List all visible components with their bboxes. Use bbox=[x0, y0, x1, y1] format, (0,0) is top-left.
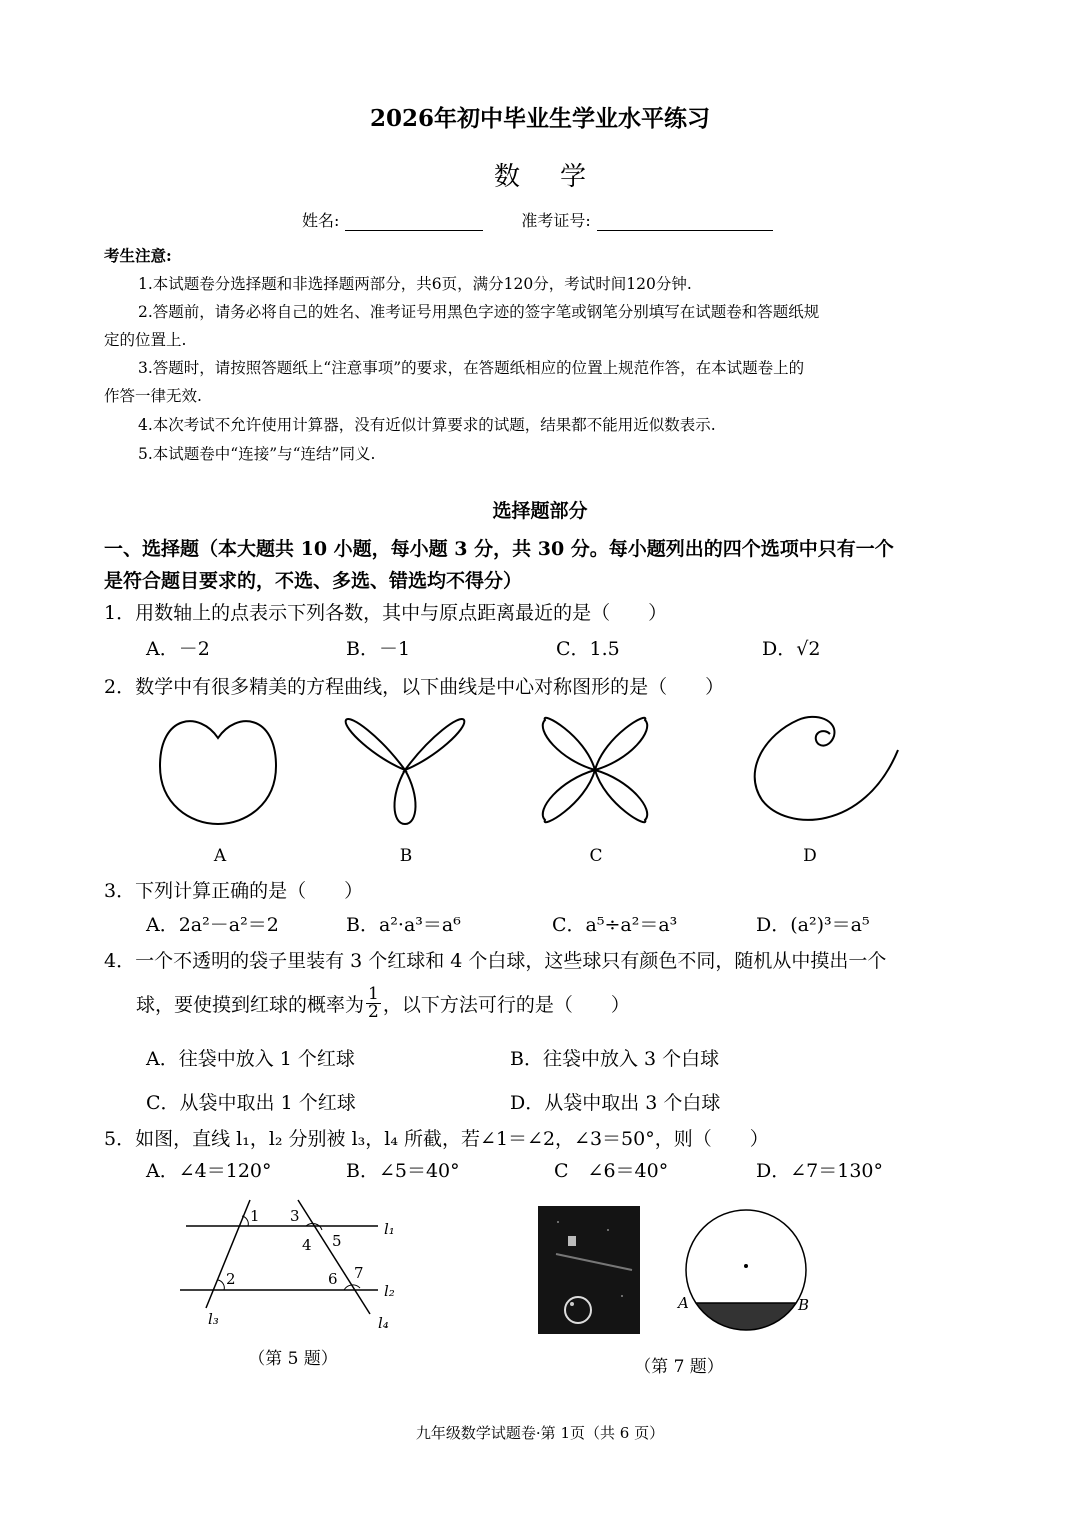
q4-option-d: D．从袋中取出 3 个白球 bbox=[510, 1092, 721, 1114]
name-blank[interactable] bbox=[345, 214, 483, 231]
q5-option-c: C ∠6＝40° bbox=[554, 1160, 669, 1182]
notice-line-1: 1.本试题卷分选择题和非选择题两部分，共6页，满分120分，考试时间120分钟. bbox=[138, 275, 692, 293]
line-l4 bbox=[298, 1200, 370, 1314]
q7-figure-caption: （第 7 题） bbox=[634, 1357, 724, 1377]
id-label: 准考证号: bbox=[521, 211, 591, 230]
angle-label-1: 1 bbox=[250, 1207, 260, 1225]
point-a-label: A bbox=[678, 1294, 689, 1312]
q1-option-d bbox=[762, 634, 820, 661]
candidate-fields bbox=[302, 208, 773, 231]
label-l1: l₁ bbox=[384, 1220, 395, 1238]
q1-option-d-prefix: D． bbox=[762, 638, 797, 660]
curve-c-four-leaf bbox=[543, 718, 647, 822]
q4-stem-part-2: ，以下方法可行的是（ ） bbox=[382, 994, 630, 1016]
label-l4: l₄ bbox=[378, 1314, 389, 1332]
curve-d-spiral bbox=[755, 717, 898, 820]
fraction-numerator: 1 bbox=[368, 984, 379, 1004]
angle-label-7: 7 bbox=[354, 1264, 364, 1282]
curve-a-cardioid bbox=[160, 721, 276, 824]
notice-line-2b: 定的位置上. bbox=[104, 331, 187, 349]
q4-probability-fraction bbox=[366, 986, 381, 1021]
q4-option-b: B．往袋中放入 3 个白球 bbox=[510, 1048, 720, 1070]
q1-stem: 1．用数轴上的点表示下列各数，其中与原点距离最近的是（ ） bbox=[104, 602, 668, 624]
q3-option-a: A．2a²－a²＝2 bbox=[146, 914, 279, 936]
q3-option-b: B．a²·a³＝a⁶ bbox=[346, 914, 461, 936]
q2-label-b: B bbox=[399, 846, 413, 866]
angle-label-4: 4 bbox=[302, 1236, 312, 1254]
notice-line-5: 5.本试题卷中“连接”与“连结”同义. bbox=[138, 445, 376, 463]
name-label: 姓名: bbox=[302, 211, 340, 230]
angle-label-6: 6 bbox=[328, 1270, 338, 1288]
notice-line-2a: 2.答题前，请务必将自己的姓名、准考证号用黑色字迹的签字笔或钢笔分别填写在试题卷和答题纸规 bbox=[138, 303, 820, 321]
q4-stem-line-2 bbox=[136, 986, 630, 1021]
q5-option-b: B．∠5＝40° bbox=[346, 1160, 460, 1182]
label-l2: l₂ bbox=[384, 1282, 395, 1300]
exam-title: 2026年初中毕业生学业水平练习 bbox=[369, 105, 710, 132]
q7-photo-art bbox=[538, 1206, 640, 1334]
q2-label-a: A bbox=[213, 846, 227, 866]
q4-option-c: C．从袋中取出 1 个红球 bbox=[146, 1092, 356, 1114]
q5-option-d: D．∠7＝130° bbox=[756, 1160, 884, 1182]
q3-option-c: C．a⁵÷a²＝a³ bbox=[552, 914, 678, 936]
id-blank[interactable] bbox=[597, 214, 773, 231]
q5-stem: 5．如图，直线 l₁，l₂ 分别被 l₃，l₄ 所截，若∠1＝∠2，∠3＝50°，则（ ） bbox=[104, 1128, 769, 1150]
q1-option-b: B．－1 bbox=[346, 638, 411, 660]
circle-center bbox=[744, 1264, 748, 1268]
angle-label-3: 3 bbox=[290, 1207, 300, 1225]
q5-figure bbox=[172, 1196, 412, 1336]
fraction-denominator: 2 bbox=[368, 1002, 379, 1022]
q1-option-d-root: √2 bbox=[796, 638, 821, 660]
q2-stem: 2．数学中有很多精美的方程曲线，以下曲线是中心对称图形的是（ ） bbox=[104, 676, 725, 698]
notice-line-3a: 3.答题时，请按照答题纸上“注意事项”的要求，在答题纸相应的位置上规范作答，在本试题卷上的 bbox=[138, 359, 805, 377]
point-b-label: B bbox=[798, 1296, 810, 1314]
label-l3: l₃ bbox=[208, 1310, 219, 1328]
q5-figure-caption: （第 5 题） bbox=[248, 1349, 338, 1369]
q5-option-a: A．∠4＝120° bbox=[146, 1160, 272, 1182]
subject-title: 数学 bbox=[493, 162, 626, 192]
part-one-line-2: 是符合题目要求的，不选、多选、错选均不得分） bbox=[104, 570, 523, 592]
angle-label-2: 2 bbox=[226, 1270, 236, 1288]
q1-option-c: C．1.5 bbox=[556, 638, 620, 660]
q4-option-a: A．往袋中放入 1 个红球 bbox=[146, 1048, 355, 1070]
q2-curves-figure bbox=[140, 706, 930, 836]
q2-label-d: D bbox=[803, 846, 817, 866]
q7-circle-figure bbox=[676, 1204, 826, 1338]
notice-line-4: 4.本次考试不允许使用计算器，没有近似计算要求的试题，结果都不能用近似数表示. bbox=[138, 416, 716, 434]
page-footer: 九年级数学试题卷·第 1页（共 6 页） bbox=[415, 1424, 665, 1442]
q1-option-a: A．－2 bbox=[146, 638, 210, 660]
q2-label-c: C bbox=[589, 846, 603, 866]
notice-line-3b: 作答一律无效. bbox=[104, 387, 202, 405]
section-heading: 选择题部分 bbox=[492, 500, 588, 522]
part-one-line-1: 一、选择题（本大题共 10 小题，每小题 3 分，共 30 分。每小题列出的四个选项中只有一个 bbox=[104, 538, 894, 560]
notice-heading: 考生注意: bbox=[104, 246, 172, 265]
angle-label-5: 5 bbox=[332, 1232, 342, 1250]
angle-arc-2 bbox=[218, 1280, 224, 1290]
curve-b-three-leaf bbox=[346, 719, 465, 824]
q4-stem-part-1: 球，要使摸到红球的概率为 bbox=[136, 994, 365, 1016]
q3-option-d: D．(a²)³＝a⁵ bbox=[756, 914, 870, 936]
q3-stem: 3．下列计算正确的是（ ） bbox=[104, 880, 364, 902]
q4-stem-line-1: 4．一个不透明的袋子里装有 3 个红球和 4 个白球，这些球只有颜色不同，随机从中摸出一个 bbox=[104, 950, 887, 972]
q7-photo bbox=[538, 1206, 640, 1334]
